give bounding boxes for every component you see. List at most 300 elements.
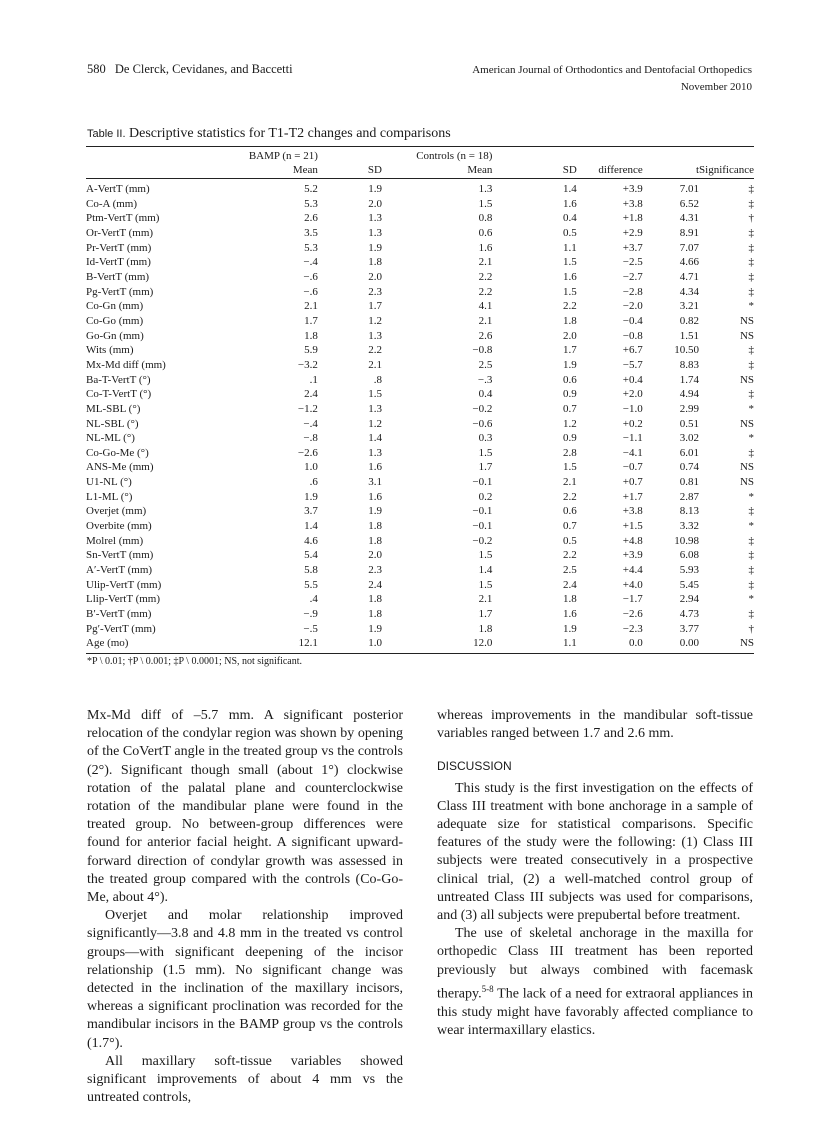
- table-row: [86, 314, 754, 329]
- cell-bamp-sd: 2.3: [368, 564, 382, 577]
- cell-significance: ‡: [748, 549, 754, 562]
- table-row: [86, 578, 754, 593]
- table-row: [86, 197, 754, 212]
- cell-controls-sd: 1.8: [563, 593, 577, 606]
- cell-significance: ‡: [748, 183, 754, 195]
- cell-bamp-sd: 1.6: [368, 490, 382, 503]
- column-header-significance: Significance: [699, 162, 754, 179]
- cell-bamp-mean: 1.8: [304, 329, 318, 342]
- cell-difference: +1.7: [622, 490, 643, 503]
- cell-bamp-mean: .1: [309, 373, 318, 386]
- column-header-controls-sd: SD: [492, 162, 576, 179]
- cell-bamp-sd: 1.3: [368, 402, 382, 415]
- table-row: [86, 534, 754, 549]
- cell-t-value: 8.83: [679, 358, 700, 371]
- cell-difference: +3.9: [622, 549, 643, 562]
- cell-t-value: 3.21: [679, 300, 700, 313]
- cell-row-label: B′-VertT (mm): [86, 608, 152, 621]
- table-row: [86, 270, 754, 285]
- cell-difference: −4.1: [622, 446, 643, 459]
- column-header-row-label: [86, 162, 182, 179]
- cell-bamp-mean: 2.6: [304, 212, 318, 225]
- cell-controls-sd: 2.2: [563, 490, 577, 503]
- cell-bamp-mean: .6: [309, 476, 318, 489]
- cell-bamp-sd: 1.3: [368, 226, 382, 239]
- cell-bamp-sd: 1.7: [368, 300, 382, 313]
- cell-significance: ‡: [748, 358, 754, 371]
- cell-bamp-mean: −1.2: [297, 402, 318, 415]
- cell-difference: −2.8: [622, 285, 643, 298]
- cell-controls-sd: 1.5: [563, 285, 577, 298]
- table-row: [86, 211, 754, 226]
- cell-bamp-mean: 2.1: [304, 300, 318, 313]
- cell-row-label: Co-Go-Me (°): [86, 446, 149, 459]
- cell-controls-sd: 1.6: [563, 608, 577, 621]
- cell-controls-mean: 1.5: [478, 578, 493, 591]
- cell-row-label: Ptm-VertT (mm): [86, 212, 160, 225]
- cell-bamp-mean: .4: [309, 593, 318, 606]
- table-title: Descriptive statistics for T1-T2 changes and comparisons: [129, 126, 451, 141]
- cell-row-label: Llip-VertT (mm): [86, 593, 161, 606]
- cell-t-value: 8.91: [679, 226, 700, 239]
- cell-bamp-sd: 1.2: [368, 314, 382, 327]
- cell-difference: −2.3: [622, 622, 643, 635]
- cell-bamp-sd: 1.6: [368, 461, 382, 474]
- cell-row-label: Sn-VertT (mm): [86, 549, 154, 562]
- cell-bamp-sd: 1.4: [368, 432, 382, 445]
- cell-t-value: 4.66: [679, 256, 700, 269]
- cell-significance: *: [748, 402, 754, 415]
- cell-significance: ‡: [748, 564, 754, 577]
- cell-difference: +4.0: [622, 578, 643, 591]
- cell-controls-mean: 1.3: [478, 183, 493, 195]
- cell-t-value: 3.02: [679, 432, 700, 445]
- cell-t-value: 8.13: [679, 505, 700, 518]
- cell-bamp-sd: 1.3: [368, 212, 382, 225]
- cell-row-label: B-VertT (mm): [86, 270, 150, 283]
- cell-t-value: 5.93: [679, 564, 700, 577]
- cell-row-label: Co-T-VertT (°): [86, 388, 152, 401]
- cell-row-label: ANS-Me (mm): [86, 461, 154, 474]
- body-paragraph: whereas improvements in the mandibular soft-tissue variables ranged between 1.7 and 2.6 mm.: [437, 708, 753, 742]
- cell-controls-sd: 1.1: [492, 636, 576, 653]
- cell-t-value: 10.50: [674, 344, 700, 357]
- cell-controls-sd: 0.5: [563, 226, 577, 239]
- cell-t-value: 2.99: [679, 402, 700, 415]
- paragraph-text: The use of skeletal anchorage in the maxilla for orthopedic Class III treatment has been reported previously but always combined with facemask therapy.: [437, 926, 753, 1002]
- authors: De Clerck, Cevidanes, and Baccetti: [114, 62, 293, 76]
- table-footnote: *P \ 0.01; †P \ 0.001; ‡P \ 0.0001; NS, not significant.: [87, 656, 303, 667]
- cell-bamp-mean: −.6: [303, 285, 318, 298]
- cell-controls-sd: 0.9: [563, 432, 577, 445]
- table-body: [86, 179, 754, 654]
- left-column: [87, 707, 403, 1107]
- cell-controls-mean: 1.8: [478, 622, 493, 635]
- cell-t-value: 0.51: [679, 417, 700, 430]
- table-row: [86, 373, 754, 388]
- cell-controls-sd: 2.1: [563, 476, 577, 489]
- cell-bamp-sd: .8: [373, 373, 382, 386]
- cell-t-value: 7.07: [679, 241, 700, 254]
- cell-row-label: Molrel (mm): [86, 534, 144, 547]
- cell-controls-mean: 1.4: [478, 564, 493, 577]
- cell-bamp-sd: 2.3: [368, 285, 382, 298]
- cell-bamp-sd: 1.9: [368, 183, 382, 195]
- cell-difference: 0.0: [577, 636, 643, 653]
- cell-controls-mean: 2.1: [478, 314, 493, 327]
- cell-t-value: 3.32: [679, 520, 700, 533]
- cell-bamp-mean: −3.2: [297, 358, 318, 371]
- cell-t-value: 2.94: [679, 593, 700, 606]
- table-row: [86, 519, 754, 534]
- cell-controls-mean: −0.8: [472, 344, 493, 357]
- table-row: [86, 592, 754, 607]
- cell-difference: +0.2: [622, 417, 643, 430]
- cell-row-label: NL-SBL (°): [86, 417, 139, 430]
- cell-t-value: 4.94: [679, 388, 700, 401]
- column-header-bamp-mean: Mean: [182, 162, 318, 179]
- cell-row-label: U1-NL (°): [86, 476, 132, 489]
- column-header-difference: difference: [577, 162, 643, 179]
- cell-row-label: Overbite (mm): [86, 520, 152, 533]
- table-row: [86, 343, 754, 358]
- cell-t-value: 7.01: [679, 183, 700, 195]
- cell-row-label: A-VertT (mm): [86, 183, 150, 195]
- cell-row-label: Id-VertT (mm): [86, 256, 151, 269]
- column-header-bamp-sd: SD: [318, 162, 382, 179]
- cell-difference: +4.8: [622, 534, 643, 547]
- cell-bamp-mean: 5.8: [304, 564, 318, 577]
- cell-bamp-mean: 3.5: [304, 226, 318, 239]
- table-row: [86, 504, 754, 519]
- cell-bamp-mean: 1.9: [304, 490, 318, 503]
- cell-bamp-sd: 1.8: [368, 608, 382, 621]
- cell-bamp-mean: −.8: [303, 432, 318, 445]
- cell-controls-mean: −0.6: [472, 417, 493, 430]
- cell-controls-sd: 2.4: [563, 578, 577, 591]
- cell-controls-mean: 1.5: [478, 549, 493, 562]
- cell-bamp-sd: 1.8: [368, 520, 382, 533]
- section-heading-discussion: DISCUSSION: [437, 759, 512, 774]
- table-row: [86, 446, 754, 461]
- table-row: [86, 285, 754, 300]
- cell-significance: NS: [739, 373, 754, 386]
- cell-controls-mean: −0.2: [472, 534, 493, 547]
- cell-row-label: Wits (mm): [86, 344, 134, 357]
- cell-controls-mean: 2.2: [478, 285, 493, 298]
- cell-significance: ‡: [748, 505, 754, 518]
- cell-difference: +6.7: [622, 344, 643, 357]
- cell-bamp-sd: 2.0: [368, 197, 382, 210]
- cell-row-label: L1-ML (°): [86, 490, 133, 503]
- table-row: [86, 607, 754, 622]
- cell-controls-sd: 1.6: [563, 270, 577, 283]
- cell-row-label: Ba-T-VertT (°): [86, 373, 151, 386]
- cell-controls-mean: −.3: [477, 373, 493, 386]
- cell-significance: ‡: [748, 608, 754, 621]
- table-row: [86, 475, 754, 490]
- cell-controls-mean: 2.2: [478, 270, 493, 283]
- cell-row-label: NL-ML (°): [86, 432, 135, 445]
- cell-bamp-mean: 5.9: [304, 344, 318, 357]
- cell-row-label: Pg-VertT (mm): [86, 285, 154, 298]
- table-row: [86, 563, 754, 578]
- cell-controls-mean: 4.1: [478, 300, 493, 313]
- cell-t-value: 6.01: [679, 446, 700, 459]
- cell-bamp-mean: 2.4: [304, 388, 318, 401]
- table-row: [86, 329, 754, 344]
- cell-bamp-mean: −.9: [303, 608, 318, 621]
- cell-significance: †: [748, 622, 754, 635]
- cell-controls-sd: 2.2: [563, 549, 577, 562]
- statistics-table: [86, 146, 754, 654]
- cell-bamp-sd: 2.0: [368, 549, 382, 562]
- cell-controls-mean: 0.4: [478, 388, 493, 401]
- cell-controls-sd: 0.4: [563, 212, 577, 225]
- cell-difference: −2.7: [622, 270, 643, 283]
- cell-controls-sd: 2.5: [563, 564, 577, 577]
- cell-significance: ‡: [748, 226, 754, 239]
- cell-difference: −2.5: [622, 256, 643, 269]
- right-column: [437, 707, 753, 1040]
- page-number: 580: [87, 62, 106, 76]
- cell-controls-mean: 2.1: [478, 256, 493, 269]
- cell-bamp-sd: 1.9: [368, 622, 382, 635]
- cell-controls-mean: 1.7: [478, 608, 493, 621]
- cell-controls-sd: 1.8: [563, 314, 577, 327]
- cell-bamp-mean: 4.6: [304, 534, 318, 547]
- cell-bamp-mean: 1.7: [304, 314, 318, 327]
- cell-row-label: A′-VertT (mm): [86, 564, 153, 577]
- cell-significance: NS: [739, 461, 754, 474]
- cell-controls-mean: 0.2: [478, 490, 493, 503]
- cell-bamp-mean: −.4: [303, 417, 318, 430]
- table-row: [86, 402, 754, 417]
- journal-issue: November 2010: [680, 81, 752, 93]
- cell-bamp-mean: −.5: [303, 622, 318, 635]
- cell-significance: NS: [739, 329, 754, 342]
- cell-bamp-mean: 5.5: [304, 578, 318, 591]
- cell-row-label: Go-Gn (mm): [86, 329, 144, 342]
- cell-t-value: 3.77: [679, 622, 700, 635]
- table-row: [86, 255, 754, 270]
- cell-difference: +3.8: [622, 505, 643, 518]
- table-row: [86, 299, 754, 314]
- cell-t-value: 6.08: [679, 549, 700, 562]
- cell-t-value: 1.74: [679, 373, 700, 386]
- cell-controls-sd: 1.4: [563, 183, 577, 195]
- cell-controls-sd: 0.6: [563, 505, 577, 518]
- cell-bamp-sd: 1.0: [318, 636, 382, 653]
- cell-bamp-mean: 5.3: [304, 197, 318, 210]
- cell-controls-sd: 1.9: [563, 358, 577, 371]
- cell-controls-mean: 2.5: [478, 358, 493, 371]
- cell-difference: +2.0: [622, 388, 643, 401]
- cell-controls-mean: 1.6: [478, 241, 493, 254]
- cell-bamp-sd: 1.9: [368, 241, 382, 254]
- cell-bamp-sd: 3.1: [368, 476, 382, 489]
- table-row: [86, 636, 754, 653]
- cell-controls-sd: 0.6: [563, 373, 577, 386]
- cell-t-value: 1.51: [679, 329, 700, 342]
- cell-difference: +1.8: [622, 212, 643, 225]
- cell-difference: −0.8: [622, 329, 643, 342]
- cell-t-value: 4.73: [679, 608, 700, 621]
- table-row: [86, 226, 754, 241]
- cell-significance: †: [748, 212, 754, 225]
- cell-controls-mean: 12.0: [382, 636, 492, 653]
- cell-difference: −2.0: [622, 300, 643, 313]
- cell-controls-sd: 0.9: [563, 388, 577, 401]
- cell-row-label: Pr-VertT (mm): [86, 241, 152, 254]
- cell-significance: *: [748, 490, 754, 503]
- cell-controls-sd: 1.5: [563, 256, 577, 269]
- cell-bamp-sd: 1.3: [368, 446, 382, 459]
- table-row: [86, 431, 754, 446]
- cell-controls-sd: 0.5: [563, 534, 577, 547]
- cell-controls-mean: 2.1: [478, 593, 493, 606]
- cell-controls-sd: 2.0: [563, 329, 577, 342]
- cell-controls-mean: 1.5: [478, 197, 493, 210]
- cell-bamp-mean: −2.6: [297, 446, 318, 459]
- table-row: [86, 460, 754, 475]
- cell-bamp-sd: 1.8: [368, 593, 382, 606]
- cell-difference: −1.7: [622, 593, 643, 606]
- cell-controls-sd: 1.5: [563, 461, 577, 474]
- cell-row-label: Co-Gn (mm): [86, 300, 144, 313]
- cell-significance: ‡: [748, 197, 754, 210]
- table-row: [86, 241, 754, 256]
- journal-name: American Journal of Orthodontics and Dentofacial Orthopedics: [472, 64, 752, 76]
- cell-bamp-sd: 1.9: [368, 505, 382, 518]
- column-header-controls-mean: Mean: [382, 162, 492, 179]
- cell-bamp-sd: 1.8: [368, 256, 382, 269]
- cell-row-label: Pg′-VertT (mm): [86, 622, 156, 635]
- cell-significance: ‡: [748, 256, 754, 269]
- cell-significance: NS: [699, 636, 754, 653]
- running-header: [87, 62, 293, 77]
- cell-significance: ‡: [748, 446, 754, 459]
- cell-controls-mean: −0.1: [472, 505, 493, 518]
- table-group-header: [86, 147, 754, 163]
- cell-t-value: 10.98: [674, 534, 700, 547]
- cell-t-value: 4.31: [679, 212, 700, 225]
- table-caption: [87, 126, 451, 142]
- cell-controls-mean: 1.5: [478, 446, 493, 459]
- cell-row-label: Age (mo): [86, 636, 182, 653]
- cell-bamp-mean: 5.3: [304, 241, 318, 254]
- cell-controls-mean: 2.6: [478, 329, 493, 342]
- cell-controls-sd: 1.6: [563, 197, 577, 210]
- cell-significance: *: [748, 520, 754, 533]
- cell-bamp-mean: −.6: [303, 270, 318, 283]
- column-header-t-value: t: [643, 162, 699, 179]
- cell-difference: +4.4: [622, 564, 643, 577]
- cell-significance: NS: [739, 417, 754, 430]
- cell-significance: ‡: [748, 270, 754, 283]
- cell-bamp-sd: 1.3: [368, 329, 382, 342]
- cell-t-value: 4.71: [679, 270, 700, 283]
- group-header-bamp: BAMP (n = 21): [182, 147, 318, 163]
- cell-bamp-sd: 1.8: [368, 534, 382, 547]
- cell-row-label: Ulip-VertT (mm): [86, 578, 162, 591]
- table-row: [86, 548, 754, 563]
- cell-row-label: Or-VertT (mm): [86, 226, 154, 239]
- cell-bamp-mean: 5.2: [304, 183, 318, 195]
- journal-header: [472, 62, 752, 96]
- cell-controls-sd: 2.2: [563, 300, 577, 313]
- cell-t-value: 2.87: [679, 490, 700, 503]
- cell-bamp-mean: 3.7: [304, 505, 318, 518]
- cell-difference: +0.4: [622, 373, 643, 386]
- cell-t-value: 0.82: [679, 314, 700, 327]
- table-row: [86, 358, 754, 373]
- cell-significance: ‡: [748, 285, 754, 298]
- cell-controls-mean: 1.7: [478, 461, 493, 474]
- cell-significance: *: [748, 593, 754, 606]
- cell-row-label: Overjet (mm): [86, 505, 147, 518]
- cell-difference: +0.7: [622, 476, 643, 489]
- cell-bamp-sd: 2.2: [368, 344, 382, 357]
- cell-difference: −2.6: [622, 608, 643, 621]
- cell-controls-sd: 0.7: [563, 402, 577, 415]
- table-label: Table II.: [87, 128, 126, 140]
- cell-difference: −5.7: [622, 358, 643, 371]
- cell-bamp-sd: 2.1: [368, 358, 382, 371]
- cell-controls-mean: 0.3: [478, 432, 493, 445]
- table-row: [86, 622, 754, 637]
- cell-bamp-mean: 12.1: [182, 636, 318, 653]
- cell-controls-sd: 1.9: [563, 622, 577, 635]
- cell-bamp-mean: 1.4: [304, 520, 318, 533]
- cell-bamp-sd: 1.2: [368, 417, 382, 430]
- body-paragraph: This study is the first investigation on the effects of Class III treatment with bone anchorage in a sample of adequate size for statistical comparisons. Specific features of the study were the following: (1) Class III subjects were treated consecutively in a prospective clinical trial, (2) a well-matched control group of untreated Class III subjects was used for comparisons, and (3) all subjects were prepubertal before treatment.: [437, 780, 753, 924]
- cell-difference: +1.5: [622, 520, 643, 533]
- cell-controls-sd: 1.2: [563, 417, 577, 430]
- body-paragraph: [437, 925, 753, 1040]
- cell-difference: −1.1: [622, 432, 643, 445]
- cell-t-value: 6.52: [679, 197, 700, 210]
- cell-t-value: 0.81: [679, 476, 700, 489]
- body-paragraph: Mx-Md diff of –5.7 mm. A significant posterior relocation of the condylar region was shown by opening of the CoVertT angle in the treated group vs the controls (2°). Significant though small (about 1°) clockwise rotation of the palatal plane and counterclockwise rotation of the mandibular plane were found in the treated group. No between-group differences were found for anterior facial height. A significant upward-forward direction of condylar growth was assessed in the treated group compared with the controls (Co-Go-Me, about 4°).: [87, 708, 403, 906]
- cell-difference: +3.9: [622, 183, 643, 195]
- cell-t-value: 5.45: [679, 578, 700, 591]
- cell-row-label: ML-SBL (°): [86, 402, 141, 415]
- cell-controls-sd: 1.1: [563, 241, 577, 254]
- cell-bamp-mean: 5.4: [304, 549, 318, 562]
- citation-ref: 5-8: [481, 983, 494, 994]
- table-row: [86, 490, 754, 505]
- cell-bamp-sd: 2.4: [368, 578, 382, 591]
- cell-difference: −0.7: [622, 461, 643, 474]
- cell-difference: −1.0: [622, 402, 643, 415]
- cell-bamp-mean: 1.0: [304, 461, 318, 474]
- body-paragraph: All maxillary soft-tissue variables showed significant improvements of about 4 mm vs the untreated controls,: [87, 1053, 403, 1106]
- cell-significance: NS: [739, 476, 754, 489]
- table-row: [86, 387, 754, 402]
- cell-significance: ‡: [748, 241, 754, 254]
- cell-difference: +3.7: [622, 241, 643, 254]
- cell-significance: *: [748, 300, 754, 313]
- cell-bamp-sd: 2.0: [368, 270, 382, 283]
- cell-controls-mean: 0.8: [478, 212, 493, 225]
- cell-significance: NS: [739, 314, 754, 327]
- cell-difference: +2.9: [622, 226, 643, 239]
- cell-controls-mean: −0.2: [472, 402, 493, 415]
- cell-significance: ‡: [748, 344, 754, 357]
- cell-bamp-mean: −.4: [303, 256, 318, 269]
- cell-row-label: Co-Go (mm): [86, 314, 144, 327]
